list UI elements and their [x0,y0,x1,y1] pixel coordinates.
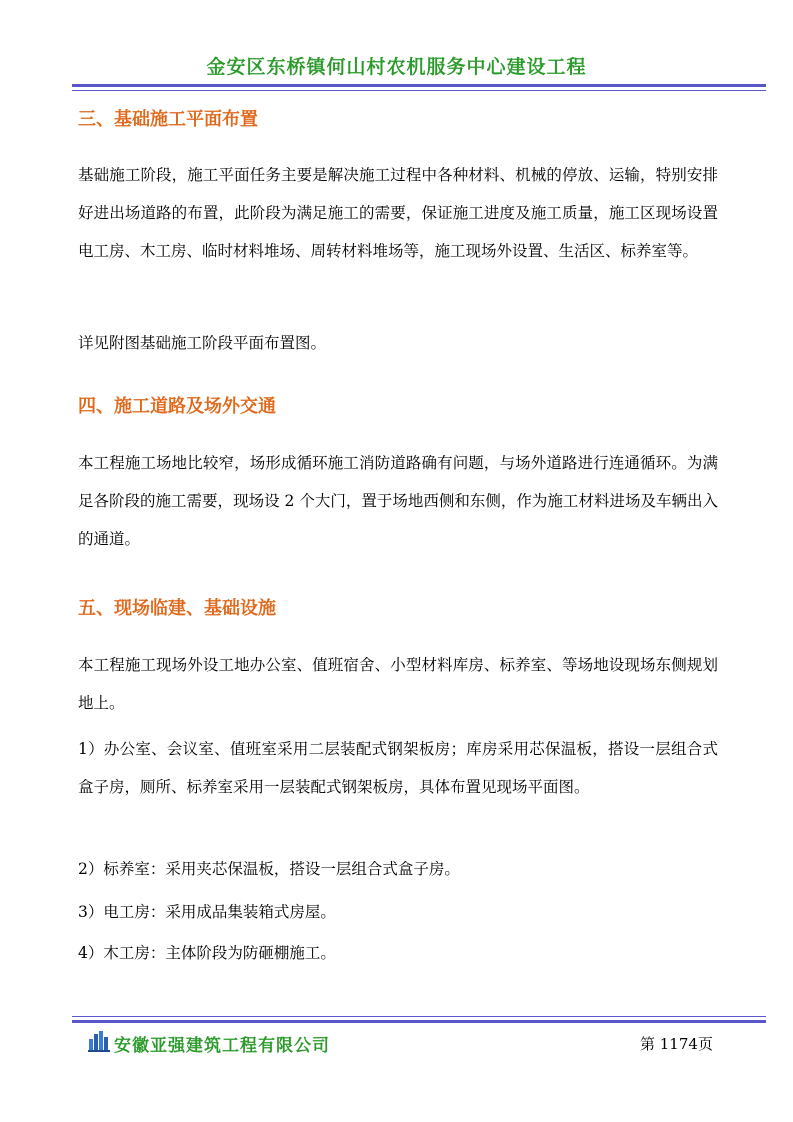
header-rule-thick [72,84,766,87]
section-5-item-2: 2）标养室：采用夹芯保温板，搭设一层组合式盒子房。 [78,860,460,878]
section-4-paragraph-1: 本工程施工场地比较窄，场形成循环施工消防道路确有问题，与场外道路进行连通循环。为满足各阶段的施工需要，现场设 2 个大门，置于场地西侧和东侧，作为施工材料进场及车辆出入的通道。 [78,454,718,548]
header-rule-thin [72,90,766,91]
section-5-item-3: 3）电工房：采用成品集装箱式房屋。 [78,903,336,921]
footer-rule-thin [72,1016,766,1017]
section-heading-3: 三、基础施工平面布置 [78,109,258,130]
section-5-item-4: 4）木工房：主体阶段为防砸棚施工。 [78,944,336,962]
section-3-paragraph-1: 基础施工阶段，施工平面任务主要是解决施工过程中各种材料、机械的停放、运输，特别安排好进出场道路的布置，此阶段为满足施工的需要，保证施工进度及施工质量，施工区现场设置电工房、木工房、临时材料堆场、周转材料堆场等，施工现场外设置、生活区、标养室等。 [78,166,718,260]
section-5-paragraph-1: 本工程施工现场外设工地办公室、值班宿舍、小型材料库房、标养室、等场地设现场东侧规划地上。 [78,656,718,712]
document-header-title: 金安区东桥镇何山村农机服务中心建设工程 [206,56,587,78]
company-logo-icon [88,1030,110,1052]
section-heading-4: 四、施工道路及场外交通 [78,396,276,417]
section-5-item-1: 1）办公室、会议室、值班室采用二层装配式钢架板房；库房采用芯保温板，搭设一层组合式盒子房，厕所、标养室采用一层装配式钢架板房，具体布置见现场平面图。 [78,740,718,796]
section-heading-5: 五、现场临建、基础设施 [78,598,276,619]
page-number: 第 1174页 [640,1035,713,1053]
section-3-paragraph-2: 详见附图基础施工阶段平面布置图。 [78,334,327,352]
footer-rule-thick [72,1020,766,1023]
footer-company-name: 安徽亚强建筑工程有限公司 [114,1036,330,1056]
